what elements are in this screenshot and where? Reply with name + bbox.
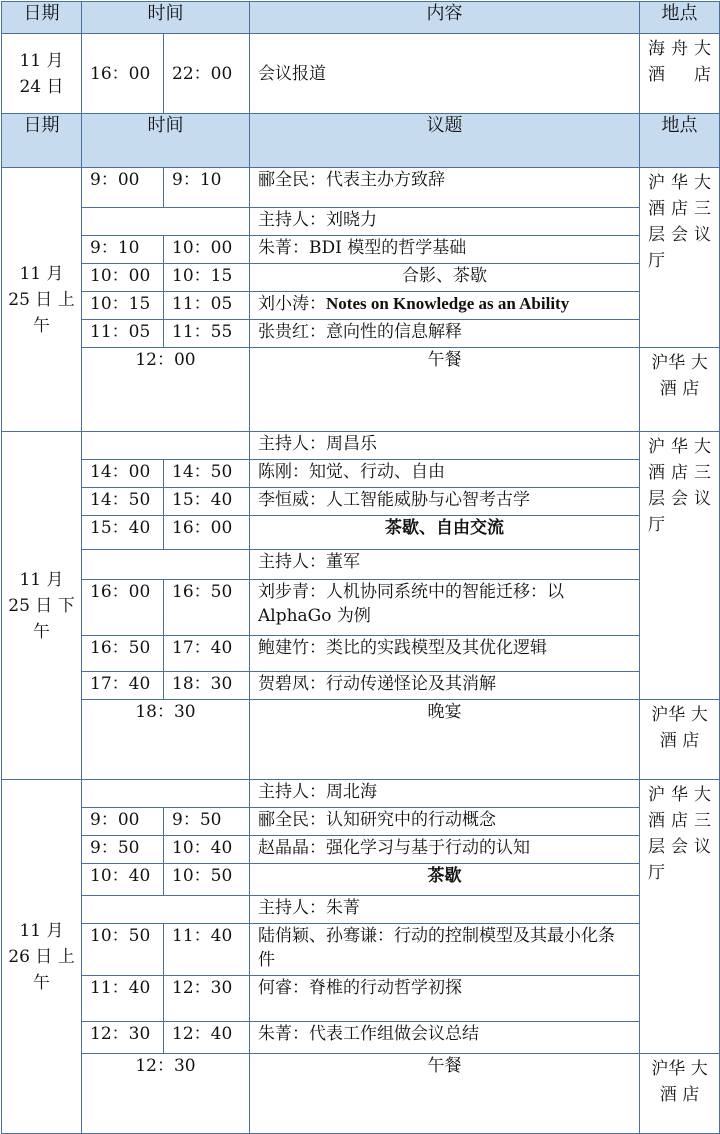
table-row: [2, 924, 720, 976]
table-row: [2, 516, 720, 550]
session2-end: 18：30: [164, 672, 250, 700]
session3-agenda: 赵晶晶：强化学习与基于行动的认知: [250, 836, 640, 864]
session1-venue: 沪 华 大 酒 店 三 层 会 议厅: [640, 168, 720, 348]
session2-venue: 沪 华 大 酒 店 三 层 会 议厅: [640, 432, 720, 700]
table-row: [2, 1022, 720, 1054]
session1-agenda: 朱菁：BDI 模型的哲学基础: [250, 236, 640, 264]
session3-start: 10：40: [82, 864, 164, 896]
speaker-name: 刘小涛：: [258, 294, 326, 314]
session2-date: 11 月 25 日 下 午: [2, 432, 82, 780]
table-row: [2, 168, 720, 208]
session2-end: 17：40: [164, 636, 250, 672]
session3-start: 9：50: [82, 836, 164, 864]
table-row: [2, 780, 720, 808]
table-row: [2, 460, 720, 488]
table-row: [2, 292, 720, 320]
session3-start: 11：40: [82, 976, 164, 1022]
session3-agenda: 何睿：脊椎的行动哲学初探: [250, 976, 640, 1022]
session1-start: 10：15: [82, 292, 164, 320]
session3-start: 9：00: [82, 808, 164, 836]
session3-agenda: 朱菁：代表工作组做会议总结: [250, 1022, 640, 1054]
session2-start: 14：00: [82, 460, 164, 488]
session2-start: 16：50: [82, 636, 164, 672]
registration-start: 16：00: [82, 34, 164, 114]
session3-chair: 主持人：周北海: [250, 780, 640, 808]
table-row: [2, 672, 720, 700]
session2-end: 16：00: [164, 516, 250, 550]
session2-agenda: 贺碧凤：行动传递怪论及其消解: [250, 672, 640, 700]
header-venue: 地点: [640, 2, 720, 34]
session3-date: 11 月 26 日 上 午: [2, 780, 82, 1134]
session2-agenda: 陈刚：知觉、行动、自由: [250, 460, 640, 488]
session2-start: 16：00: [82, 580, 164, 636]
session1-agenda: 张贵红：意向性的信息解释: [250, 320, 640, 348]
table-row: [2, 236, 720, 264]
table-row: [2, 836, 720, 864]
session1-start: 9：00: [82, 168, 164, 208]
session3-end: 12：40: [164, 1022, 250, 1054]
registration-row: [2, 34, 720, 114]
session2-chair: 主持人：董军: [250, 550, 640, 580]
session1-end: 10：00: [164, 236, 250, 264]
session3-start: 10：50: [82, 924, 164, 976]
header2-time: 时间: [82, 114, 250, 168]
session3-venue: 沪 华 大 酒 店 三 层 会 议厅: [640, 780, 720, 1054]
table-row: [2, 1054, 720, 1134]
session1-break: 合影、茶歇: [250, 264, 640, 292]
registration-content: 会议报道: [250, 34, 640, 114]
session3-meal-venue: 沪华 大酒 店: [640, 1054, 720, 1134]
session2-meal-time: 18：30: [82, 700, 250, 780]
header-time: 时间: [82, 2, 250, 34]
table-row: [2, 320, 720, 348]
table-row: [2, 348, 720, 432]
header2-topic: 议题: [250, 114, 640, 168]
table-row: [2, 488, 720, 516]
session1-agenda: 郦全民：代表主办方致辞: [250, 168, 640, 208]
session1-agenda: [250, 292, 640, 320]
session1-end: 11：05: [164, 292, 250, 320]
session3-start: [82, 780, 250, 808]
registration-end: 22：00: [164, 34, 250, 114]
session2-start: [82, 550, 250, 580]
header-content: 内容: [250, 2, 640, 34]
session3-start: [82, 896, 250, 924]
table-row: [2, 580, 720, 636]
session2-start: 15：40: [82, 516, 164, 550]
session3-agenda: 郦全民：认知研究中的行动概念: [250, 808, 640, 836]
session3-agenda: 陆俏颖、孙骞谦：行动的控制模型及其最小化条件: [250, 924, 640, 976]
session1-end: 10：15: [164, 264, 250, 292]
session2-agenda: 李恒威：人工智能威胁与心智考古学: [250, 488, 640, 516]
session2-end: 16：50: [164, 580, 250, 636]
session3-end: 10：50: [164, 864, 250, 896]
session3-end: 12：30: [164, 976, 250, 1022]
session2-meal: 晚宴: [250, 700, 640, 780]
session1-meal: 午餐: [250, 348, 640, 432]
header-row-content: [2, 2, 720, 34]
session3-meal: 午餐: [250, 1054, 640, 1134]
table-row: [2, 264, 720, 292]
session2-agenda: 刘步青：人机协同系统中的智能迁移：以 AlphaGo 为例: [250, 580, 640, 636]
registration-venue: 海 舟 大 酒 店: [640, 34, 720, 114]
session2-start: [82, 432, 250, 460]
table-row: [2, 896, 720, 924]
session2-meal-venue: 沪华 大酒 店: [640, 700, 720, 780]
table-row: [2, 700, 720, 780]
session3-meal-time: 12：30: [82, 1054, 250, 1134]
session3-break: 茶歇: [250, 864, 640, 896]
session1-meal-time: 12：00: [82, 348, 250, 432]
session3-end: 11：40: [164, 924, 250, 976]
table-row: [2, 208, 720, 236]
session2-agenda: 鲍建竹：类比的实践模型及其优化逻辑: [250, 636, 640, 672]
header-row-topic: [2, 114, 720, 168]
table-row: [2, 432, 720, 460]
table-row: [2, 808, 720, 836]
header-date: 日期: [2, 2, 82, 34]
talk-title-en: Notes on Knowledge as an Ability: [326, 294, 570, 313]
session3-start: 12：30: [82, 1022, 164, 1054]
table-row: [2, 976, 720, 1022]
session1-meal-venue: 沪华 大酒 店: [640, 348, 720, 432]
header2-date: 日期: [2, 114, 82, 168]
session3-chair: 主持人：朱菁: [250, 896, 640, 924]
session1-end: 9：10: [164, 168, 250, 208]
session2-chair: 主持人：周昌乐: [250, 432, 640, 460]
session2-start: 14：50: [82, 488, 164, 516]
session1-end: 11：55: [164, 320, 250, 348]
session2-start: 17：40: [82, 672, 164, 700]
session1-chair: 主持人：刘晓力: [250, 208, 640, 236]
session2-end: 14：50: [164, 460, 250, 488]
session2-break: 茶歇、自由交流: [250, 516, 640, 550]
conference-schedule-table: [1, 1, 720, 1134]
session1-start: 10：00: [82, 264, 164, 292]
table-row: [2, 550, 720, 580]
session3-end: 9：50: [164, 808, 250, 836]
registration-date: 11 月 24 日: [2, 34, 82, 114]
table-row: [2, 864, 720, 896]
session1-start: 11：05: [82, 320, 164, 348]
session1-start: [82, 208, 250, 236]
header2-venue: 地点: [640, 114, 720, 168]
session2-end: 15：40: [164, 488, 250, 516]
session1-start: 9：10: [82, 236, 164, 264]
session3-end: 10：40: [164, 836, 250, 864]
session1-date: 11 月 25 日 上 午: [2, 168, 82, 432]
table-row: [2, 636, 720, 672]
